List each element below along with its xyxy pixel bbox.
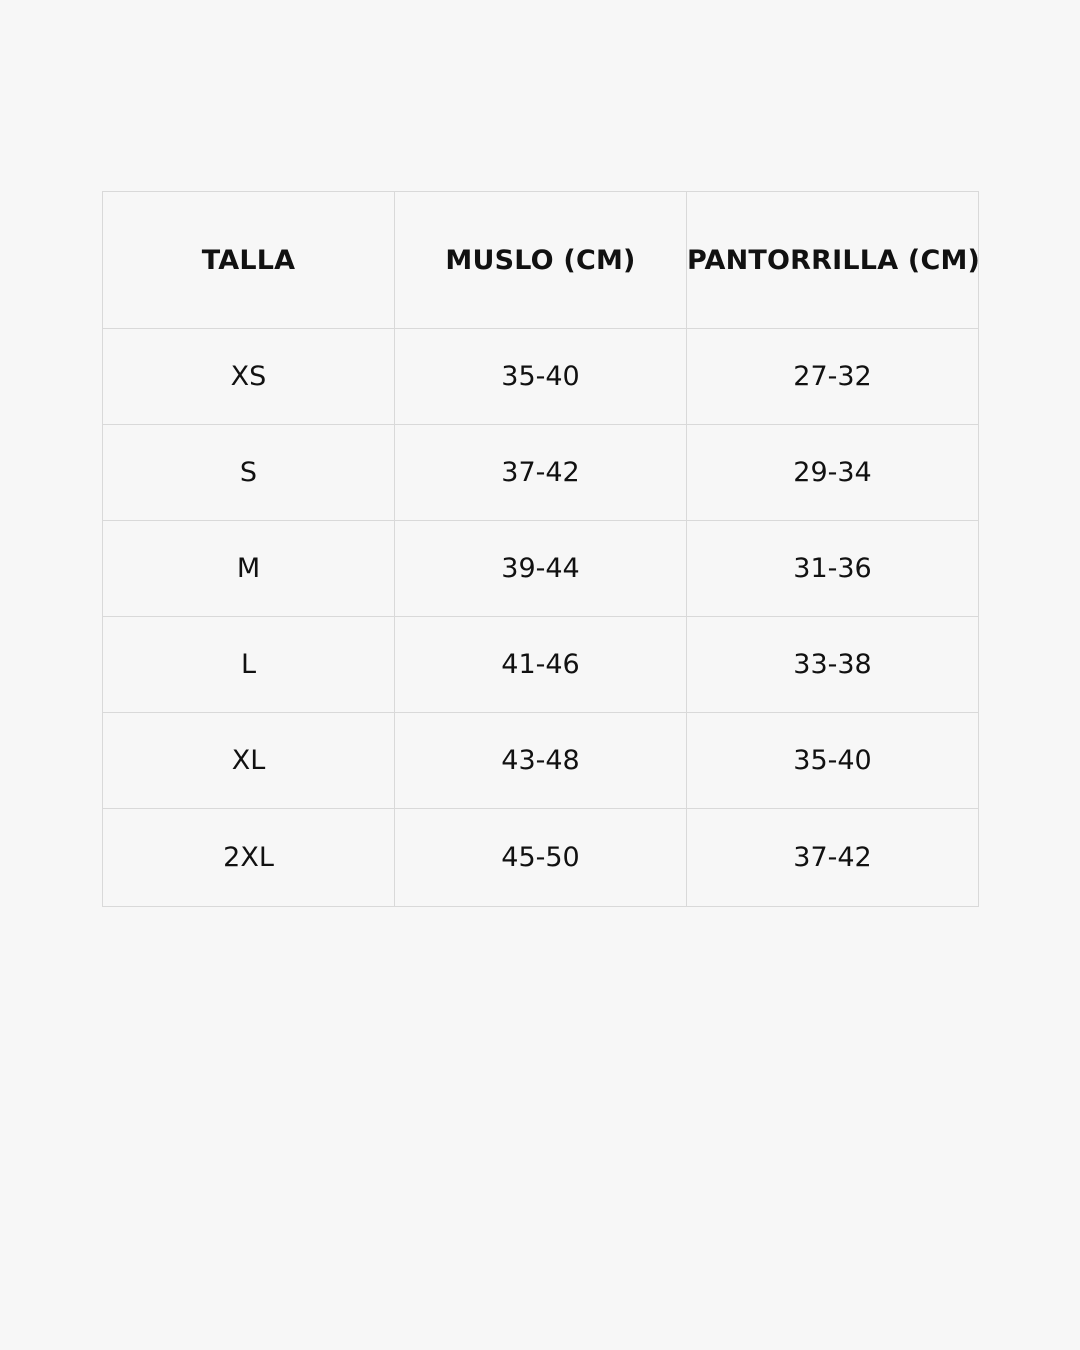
cell-thigh: 41-46 <box>395 617 687 713</box>
cell-size: XL <box>103 713 395 809</box>
header-talla: TALLA <box>103 192 395 329</box>
cell-thigh: 45-50 <box>395 809 687 907</box>
cell-size: 2XL <box>103 809 395 907</box>
cell-calf: 33-38 <box>687 617 979 713</box>
cell-calf: 29-34 <box>687 425 979 521</box>
header-pantorrilla: PANTORRILLA (CM) <box>687 192 979 329</box>
cell-thigh: 35-40 <box>395 329 687 425</box>
table-row <box>103 425 979 521</box>
cell-size: XS <box>103 329 395 425</box>
table-header-row <box>103 192 979 329</box>
table-row <box>103 329 979 425</box>
header-muslo: MUSLO (CM) <box>395 192 687 329</box>
cell-thigh: 39-44 <box>395 521 687 617</box>
size-chart-table <box>102 191 979 907</box>
cell-calf: 37-42 <box>687 809 979 907</box>
cell-calf: 31-36 <box>687 521 979 617</box>
table-row <box>103 617 979 713</box>
table-row <box>103 713 979 809</box>
cell-calf: 35-40 <box>687 713 979 809</box>
cell-size: L <box>103 617 395 713</box>
cell-size: M <box>103 521 395 617</box>
table-row <box>103 809 979 907</box>
cell-thigh: 43-48 <box>395 713 687 809</box>
cell-thigh: 37-42 <box>395 425 687 521</box>
table-row <box>103 521 979 617</box>
cell-size: S <box>103 425 395 521</box>
cell-calf: 27-32 <box>687 329 979 425</box>
